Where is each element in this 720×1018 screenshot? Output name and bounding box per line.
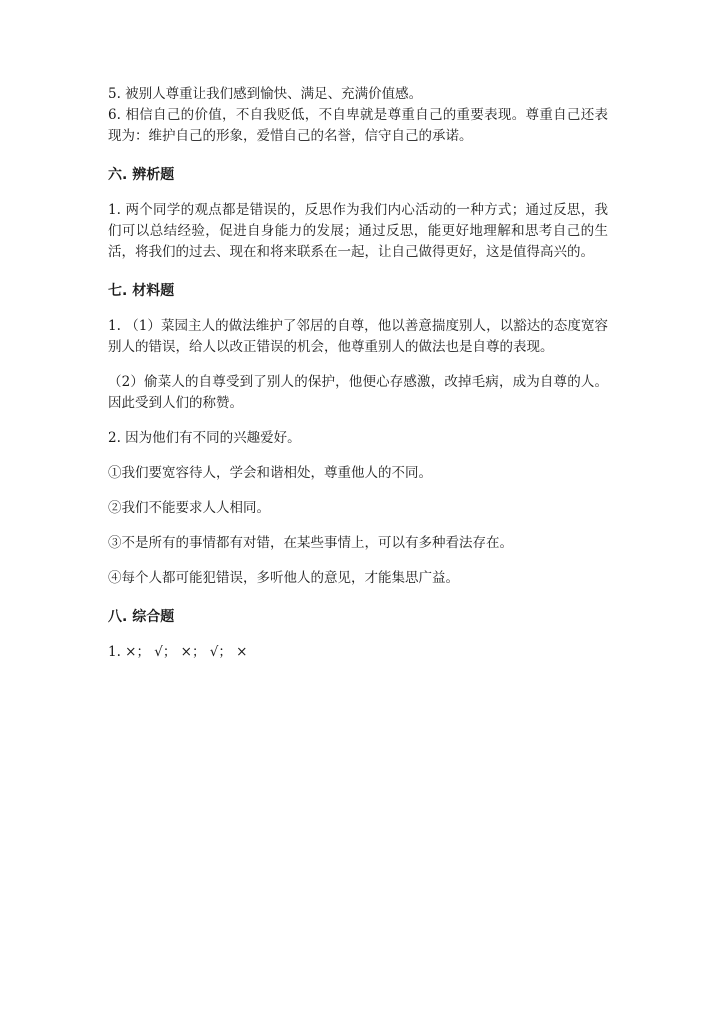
material-answer-2: 2. 因为他们有不同的兴趣爱好。 (108, 430, 301, 446)
material-point-4: ④每个人都可能犯错误，多听他人的意见，才能集思广益。 (108, 570, 459, 586)
section-title-analysis: 六. 辨析题 (108, 167, 175, 183)
analysis-answer-1: 1. 两个同学的观点都是错误的，反思作为我们内心活动的一种方式；通过反思，我们可以总结经验，促进自身能力的发展；通过反思，能更好地理解和思考自己的生活，将我们的过去、现在和将来联系在一起，让自己做得更好，这是值得高兴的。 (108, 202, 608, 260)
section-title-comprehensive: 八. 综合题 (108, 609, 175, 625)
material-point-2: ②我们不能要求人人相同。 (108, 500, 270, 516)
answer-document (108, 84, 608, 663)
answer-item-6: 6. 相信自己的价值，不自我贬低，不自卑就是尊重自己的重要表现。尊重自己还表现为：维护自己的形象，爱惜自己的名誉，信守自己的承诺。 (108, 107, 608, 144)
comprehensive-answer-1: 1. ×； √； ×； √； × (108, 644, 248, 660)
material-answer-1-part-1: 1. （1）菜园主人的做法维护了邻居的自尊，他以善意揣度别人，以豁达的态度宽容别人的错误，给人以改正错误的机会，他尊重别人的做法也是自尊的表现。 (108, 318, 608, 355)
material-answer-1-part-2: （2）偷菜人的自尊受到了别人的保护，他便心存感激，改掉毛病，成为自尊的人。因此受到人们的称赞。 (108, 374, 608, 411)
section-title-material: 七. 材料题 (108, 283, 175, 299)
material-point-3: ③不是所有的事情都有对错，在某些事情上，可以有多种看法存在。 (108, 535, 513, 551)
answer-item-5: 5. 被别人尊重让我们感到愉快、满足、充满价值感。 (108, 86, 423, 102)
material-point-1: ①我们要宽容待人，学会和谐相处，尊重他人的不同。 (108, 465, 432, 481)
